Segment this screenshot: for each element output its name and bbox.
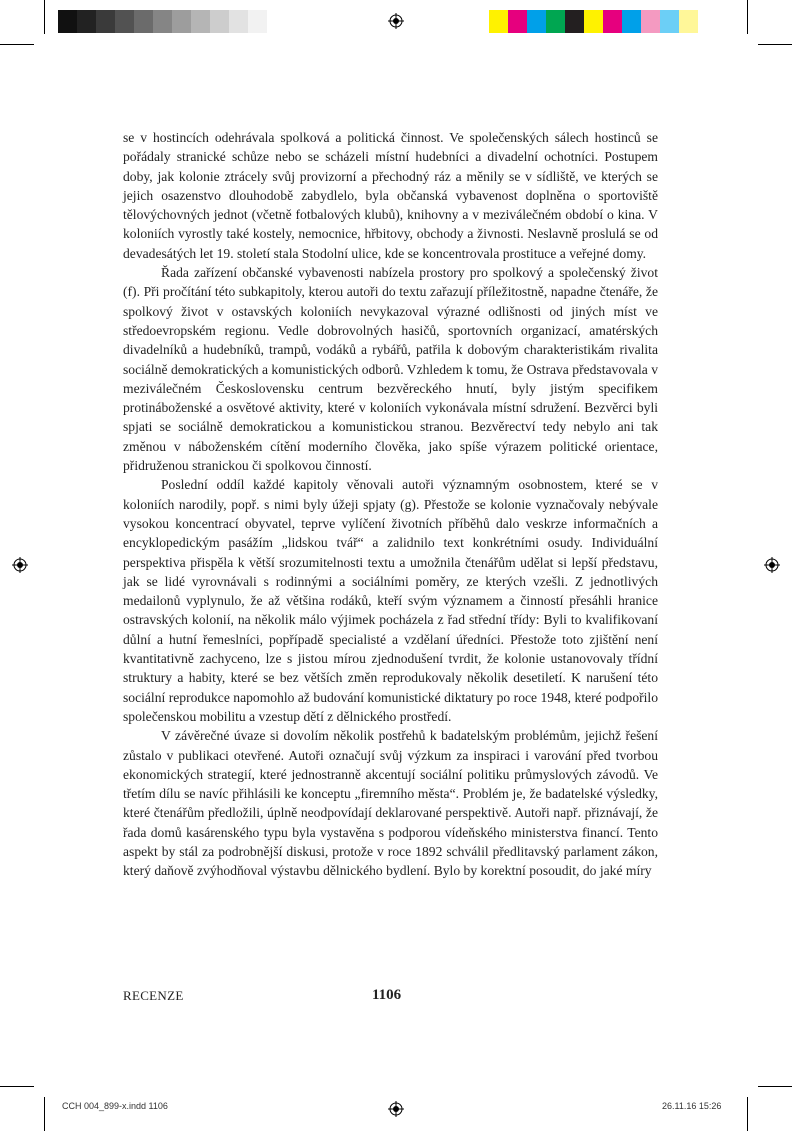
registration-mark-left-icon (12, 557, 28, 573)
gray-swatch-5 (153, 10, 172, 33)
slug-file-name: CCH 004_899-x.indd 1106 (62, 1101, 168, 1111)
color-swatch-3 (546, 10, 565, 33)
gray-swatch-9 (229, 10, 248, 33)
crop-mark-br-v (747, 1097, 748, 1131)
cmyk-color-bar (489, 10, 717, 33)
review-body-text (123, 128, 658, 881)
color-swatch-4 (565, 10, 584, 33)
section-label: RECENZE (123, 988, 184, 1003)
registration-mark-bottom-icon (388, 1101, 404, 1117)
gray-swatch-7 (191, 10, 210, 33)
gray-swatch-3 (115, 10, 134, 33)
color-swatch-6 (603, 10, 622, 33)
color-swatch-11 (698, 10, 717, 33)
registration-mark-right-icon (764, 557, 780, 573)
color-swatch-9 (660, 10, 679, 33)
color-swatch-8 (641, 10, 660, 33)
paragraph-4: V závěrečné úvaze si dovolím několik postřehů k badatelským problémům, jejichž řešení zůstalo v publikaci otevřené. Autoři označují svůj výzkum za inspiraci i varování před tvorbou ekonomických strategií, které jednostranně akcentují sociální politiku průmyslových závodů. Ve třetím dílu se navíc přihlásili ke konceptu „firemního města“. Problém je, že badatelské výsledky, které čtenářům předložili, úplně neodpovídají deklarované perspektivě. Autoři např. přiznávají, že řada domů kasárenského typu byla vystavěna s podporou vídeňského ministerstva financí. Tento aspekt by stál za podrobnější diskusi, protože v roce 1892 schválil předlitavský parlament zákon, který daňově zvýhodňoval výstavbu dělnického bydlení. Bylo by korektní posoudit, do jaké míry (123, 728, 658, 879)
color-swatch-5 (584, 10, 603, 33)
crop-mark-tr-v (747, 0, 748, 34)
color-swatch-1 (508, 10, 527, 33)
paragraph-2: Řada zařízení občanské vybavenosti nabízela prostory pro spolkový a společenský život (f). Při pročítání této subkapitoly, kterou autoři do textu zařazují příležitostně, napadne čtenáře, že spolkový život v ostavských koloniích nevykazoval výrazné odlišnosti od jiných míst ve středoevropském regionu. Vedle dobrovolných hasičů, sportovních organizací, amatérských divadelníků a hudebníků, trampů, vodáků a rybářů, patřila k dobovým charakteristikám rivalita sociálně demokratických a komunistických odborů. Vzhledem k tomu, že Ostrava představovala v meziválečném Československu centrum bezvěreckého hnutí, byly jistým specifikem protináboženské a osvětové aktivity, které v koloniích vykonávala místní sdružení. Bezvěrci byli spjati se sociálně demokratickou a komunistickou stranou. Bezvěrectví tedy nebylo ani tak změnou v náboženském cítění moderního člověka, jako spíše výrazem politické orientace, přidruženou stranickou či spolkovou činností. (123, 265, 658, 474)
paragraph-3: Poslední oddíl každé kapitoly věnovali autoři významným osobnostem, které se v koloniích narodily, popř. s nimi byly úžeji spjaty (g). Přestože se kolonie vyznačovaly nebývale vysokou koncentrací obyvatel, teprve vylíčení životních příběhů dalo veskrze informačních a encyklopedickým pasážím „lidskou tvář“ a zalidnilo text konkrétními osudy. Individuální perspektiva přispěla k větší srozumitelnosti textu a umožnila čtenářům udělat si lepší představu, jak se lidé vyrovnávali s rodinnými a sociálními poměry, ze kterých vzešli. Z jednotlivých medailonů vyplynulo, že až většina rodáků, kteří svým významem a činností přesáhli hranice ostravských kolonií, na několik málo výjimek pocházela z řad střední třídy: Byli to kvalifikovaní důlní a hutní řemeslníci, popřípadě specialisté a vzdělaní úředníci. Přestože toto zjištění není kvantitativně zachyceno, lze s jistou mírou zjednodušení tvrdit, že kolonie ustanovovaly třídní struktury a habity, které se bez větších změn reprodukovaly několik desetiletí. K narušení této sociální reprodukce napomohlo až budování komunistické diktatury po roce 1948, které podpořilo společenskou mobilitu a vzestup dětí z dělnického prostředí. (123, 477, 658, 724)
crop-mark-tl-h (0, 44, 34, 45)
gray-color-bar (58, 10, 267, 33)
crop-mark-tr-h (758, 44, 792, 45)
page-number: 1106 (372, 987, 402, 1003)
gray-swatch-10 (248, 10, 267, 33)
gray-swatch-1 (77, 10, 96, 33)
color-swatch-10 (679, 10, 698, 33)
crop-mark-tl-v (44, 0, 45, 34)
gray-swatch-0 (58, 10, 77, 33)
gray-swatch-2 (96, 10, 115, 33)
color-swatch-2 (527, 10, 546, 33)
crop-mark-br-h (758, 1086, 792, 1087)
crop-mark-bl-h (0, 1086, 34, 1087)
registration-mark-top-icon (388, 13, 404, 29)
gray-swatch-8 (210, 10, 229, 33)
color-swatch-7 (622, 10, 641, 33)
slug-date-time: 26.11.16 15:26 (662, 1101, 722, 1111)
crop-mark-bl-v (44, 1097, 45, 1131)
gray-swatch-4 (134, 10, 153, 33)
gray-swatch-6 (172, 10, 191, 33)
paragraph-1: se v hostincích odehrávala spolková a politická činnost. Ve společenských sálech hostinců se pořádaly stranické schůze nebo se scházeli místní hudebníci a divadelní ochotníci. Postupem doby, jak kolonie ztrácely svůj provizorní a přechodný ráz a měnily se v sídliště, ve kterých se jejich osazenstvo dlouhodobě zabydlelo, byla občanská vybavenost doplněna o sportoviště tělovýchovných jednot (včetně fotbalových klubů), knihovny a v meziválečném období o kina. V koloniích vyrostly také kostely, nemocnice, hřbitovy, obchody a živnosti. Neslavně proslulá se od devadesátých let 19. století stala Stodolní ulice, kde se koncentrovala prostituce a veřejné domy. (123, 130, 658, 261)
color-swatch-0 (489, 10, 508, 33)
